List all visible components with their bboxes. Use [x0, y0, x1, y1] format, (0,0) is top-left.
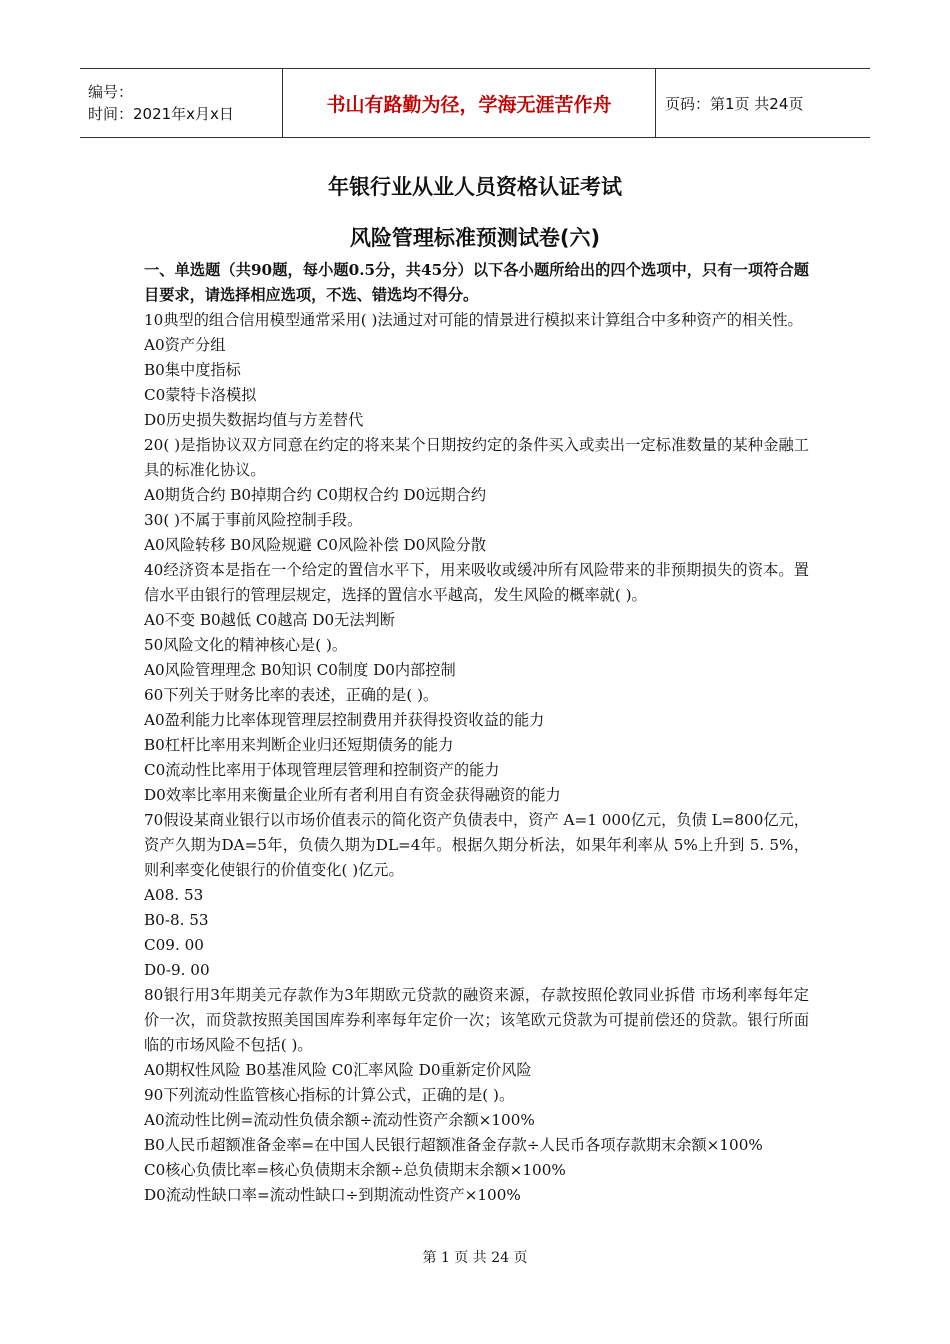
page-header — [80, 68, 870, 138]
option-line: D0历史损失数据均值与方差替代 — [144, 411, 364, 429]
number-label: 编号： — [88, 83, 134, 101]
time-label: 时间：2021年x月x日 — [88, 105, 234, 123]
header-motto: 书山有路勤为径，学海无涯苦作舟 — [283, 69, 656, 137]
exam-content — [144, 258, 809, 1208]
option-line: D0-9. 00 — [144, 961, 210, 979]
question-4: 40经济资本是指在一个给定的置信水平下，用来吸收或缓冲所有风险带来的非预期损失的资本。置信水平由银行的管理层规定，选择的置信水平越高，发生风险的概率就( )。 — [144, 561, 809, 604]
page-footer: 第 1 页 共 24 页 — [422, 1250, 528, 1266]
option-line: A0期货合约 B0掉期合约 C0期权合约 D0远期合约 — [144, 486, 487, 504]
question-1: 10典型的组合信用模型通常采用( )法通过对可能的情景进行模拟来计算组合中多种资产的相关性。 — [144, 311, 803, 329]
title-line-1: 年银行业从业人员资格认证考试 — [328, 175, 622, 199]
header-page-info: 页码：第1页 共24页 — [665, 94, 804, 113]
option-line: B0-8. 53 — [144, 911, 209, 929]
option-line: A0资产分组 — [144, 336, 226, 354]
question-2: 20( )是指协议双方同意在约定的将来某个日期按约定的条件买入或卖出一定标准数量的某种金融工具的标准化协议。 — [144, 436, 809, 479]
question-3: 30( )不属于事前风险控制手段。 — [144, 511, 363, 529]
option-line: B0集中度指标 — [144, 361, 241, 379]
option-line: C0蒙特卡洛模拟 — [144, 386, 257, 404]
option-line: A0风险转移 B0风险规避 C0风险补偿 D0风险分散 — [144, 536, 487, 554]
option-line: A0不变 B0越低 C0越高 D0无法判断 — [144, 611, 395, 629]
option-line: C0核心负债比率=核心负债期末余额÷总负债期末余额×100% — [144, 1161, 566, 1179]
question-6: 60下列关于财务比率的表述，正确的是( )。 — [144, 686, 439, 704]
option-line: B0杠杆比率用来判断企业归还短期债务的能力 — [144, 736, 454, 754]
option-line: A0风险管理理念 B0知识 C0制度 D0内部控制 — [144, 661, 456, 679]
option-line: D0流动性缺口率=流动性缺口÷到期流动性资产×100% — [144, 1186, 521, 1204]
question-5: 50风险文化的精神核心是( )。 — [144, 636, 348, 654]
option-line: B0人民币超额准备金率=在中国人民银行超额准备金存款÷人民币各项存款期末余额×100% — [144, 1136, 763, 1154]
option-line: D0效率比率用来衡量企业所有者利用自有资金获得融资的能力 — [144, 786, 561, 804]
option-line: A0期权性风险 B0基准风险 C0汇率风险 D0重新定价风险 — [144, 1061, 532, 1079]
question-7: 70假设某商业银行以市场价值表示的简化资产负债表中，资产 A=1 000亿元，负债 L=800亿元，资产久期为DA=5年，负债久期为DL=4年。根据久期分析法，如果年利率从 5%上升到 5. 5%，则利率变化使银行的价值变化( )亿元。 — [144, 811, 809, 879]
option-line: A0流动性比例=流动性负债余额÷流动性资产余额×100% — [144, 1111, 535, 1129]
question-9: 90下列流动性监管核心指标的计算公式，正确的是( )。 — [144, 1086, 515, 1104]
option-line: A08. 53 — [144, 886, 204, 904]
section-instruction: 一、单选题（共90题，每小题0.5分，共45分）以下各小题所给出的四个选项中，只有一项符合题目要求，请选择相应选项，不选、错选均不得分。 — [144, 261, 809, 304]
option-line: C09. 00 — [144, 936, 204, 954]
question-8: 80银行用3年期美元存款作为3年期欧元贷款的融资来源，存款按照伦敦同业拆借 市场利率每年定价一次，而贷款按照美国国库券利率每年定价一次；该笔欧元贷款为可提前偿还的贷款。银行所面临的市场风险不包括( )。 — [144, 986, 809, 1054]
option-line: C0流动性比率用于体现管理层管理和控制资产的能力 — [144, 761, 500, 779]
header-meta — [80, 69, 283, 137]
title-line-2: 风险管理标准预测试卷(六) — [349, 226, 601, 250]
option-line: A0盈利能力比率体现管理层控制费用并获得投资收益的能力 — [144, 711, 545, 729]
